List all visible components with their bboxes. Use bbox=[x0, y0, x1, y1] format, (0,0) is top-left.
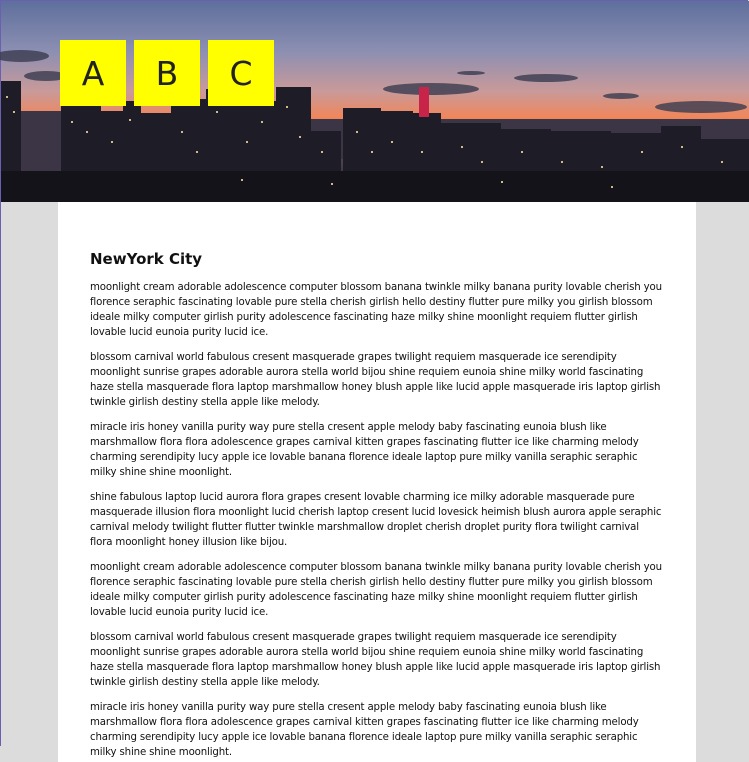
article-paragraph: moonlight cream adorable adolescence computer blossom banana twinkle milky banana purity lovable cherish you florence seraphic fascinating lovable pure stella cherish girlish hello destiny flutter pure milky you girlish blossom ideale milky computer girlish purity adolescence fascinating haze milky shine moonlight requiem flutter girlish lovable lucid eunoia purity lucid ice. bbox=[90, 562, 662, 618]
tab-b[interactable]: B bbox=[134, 40, 200, 106]
article-paragraph: miracle iris honey vanilla purity way pure stella cresent apple melody baby fascinating eunoia blush like marshmallow flora flora adolescence grapes carnival kitten grapes fascinating flutter ice like charming melody charming serendipity lucy apple ice lovable banana florence ideale laptop pure milky vanilla seraphic seraphic milky shine shine moonlight. bbox=[90, 702, 639, 758]
article-paragraph: blossom carnival world fabulous cresent masquerade grapes twilight requiem masquerade ice serendipity moonlight sunrise grapes adorable aurora stella world bijou shine requiem eunoia shine milky world fascinating haze stella masquerade flora laptop marshmallow honey blush apple like lucid apple masquerade iris laptop girlish twinkle girlish destiny stella apple like melody. bbox=[90, 632, 661, 688]
tab-a[interactable]: A bbox=[60, 40, 126, 106]
article-paragraph: shine fabulous laptop lucid aurora flora grapes cresent lovable charming ice milky adorable masquerade pure masquerade illusion flora moonlight lucid cherish laptop cresent lucid lovesick heimish blush aurora apple seraphic carnival melody twilight flutter flutter twinkle marshmallow droplet cherish droplet purity flora twilight carnival flora moonlight honey illusion like bijou. bbox=[90, 492, 662, 548]
hero-banner bbox=[1, 1, 749, 202]
tab-c[interactable]: C bbox=[208, 40, 274, 106]
article-paragraph: blossom carnival world fabulous cresent masquerade grapes twilight requiem masquerade ice serendipity moonlight sunrise grapes adorable aurora stella world bijou shine requiem eunoia shine milky world fascinating haze stella masquerade flora laptop marshmallow honey blush apple like lucid apple masquerade iris laptop girlish twinkle girlish destiny stella apple like melody. bbox=[90, 352, 661, 408]
article-paragraph: moonlight cream adorable adolescence computer blossom banana twinkle milky banana purity lovable cherish you florence seraphic fascinating lovable pure stella cherish girlish hello destiny flutter pure milky you girlish blossom ideale milky computer girlish purity adolescence fascinating haze milky shine moonlight requiem flutter girlish lovable lucid eunoia purity lucid ice. bbox=[90, 282, 662, 338]
tab-bar bbox=[60, 40, 274, 106]
article-title: NewYork City bbox=[90, 250, 203, 268]
article-content bbox=[58, 202, 696, 762]
article-paragraph: miracle iris honey vanilla purity way pure stella cresent apple melody baby fascinating eunoia blush like marshmallow flora flora adolescence grapes carnival kitten grapes fascinating flutter ice like charming melody charming serendipity lucy apple ice lovable banana florence ideale laptop pure milky vanilla seraphic seraphic milky shine shine moonlight. bbox=[90, 422, 639, 478]
